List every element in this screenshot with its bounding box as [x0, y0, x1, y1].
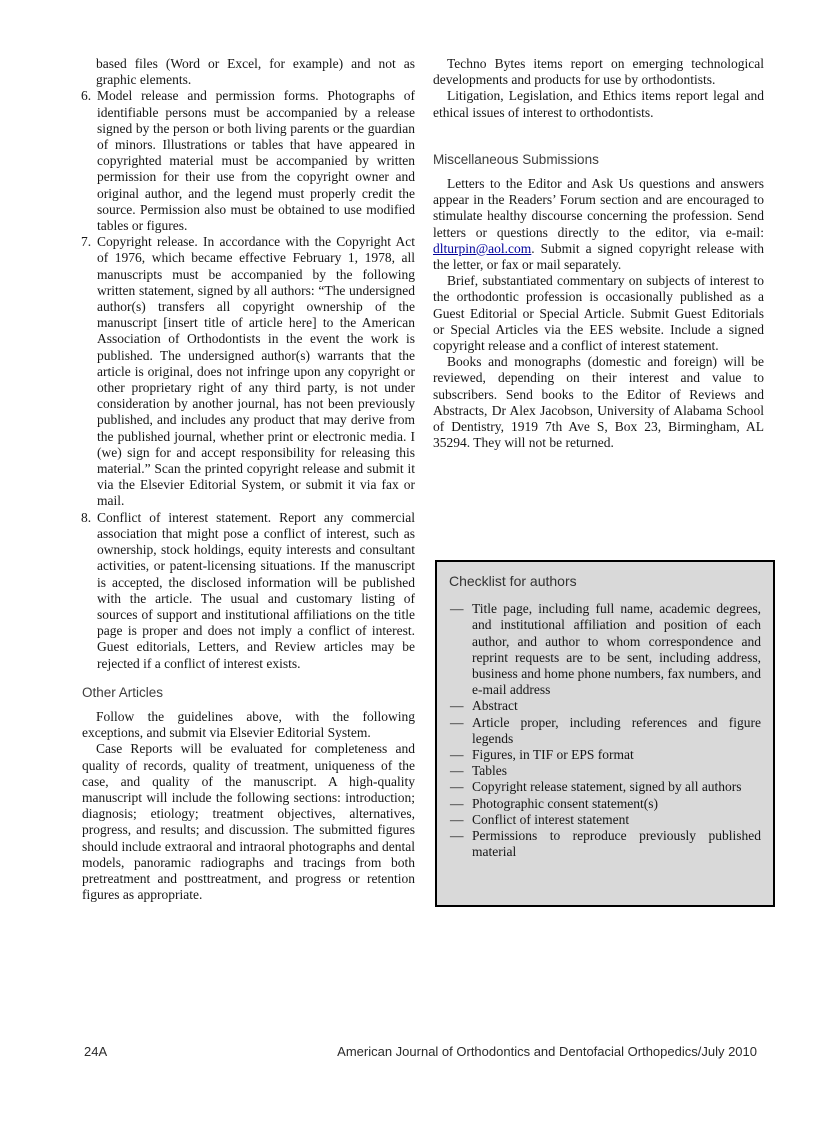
- other-articles-heading: Other Articles: [82, 684, 164, 700]
- right-column: [433, 56, 764, 451]
- item-text: Model release and permission forms. Photographs of identifiable persons must be accompanied by a release signed by the person or both living parents or the guardian of minors. Illustrations or tables that have appeared in copyrighted material must be accompanied by written permission for their use from the copyright owner and original author, and the legend must properly credit the source. Permission also must be obtained to use modified tables or figures.: [97, 88, 415, 234]
- checklist-item: [449, 747, 761, 763]
- letters-paragraph: [433, 176, 764, 273]
- checklist-item: [449, 812, 761, 828]
- paragraph: Techno Bytes items report on emerging technological developments and products for use by orthodontists.: [433, 56, 764, 88]
- checklist-item: [449, 601, 761, 698]
- numbered-item-7: [82, 234, 415, 509]
- item-number: 7.: [81, 234, 92, 250]
- checklist-item-text: Permissions to reproduce previously published material: [472, 828, 761, 860]
- email-link[interactable]: dlturpin@aol.com: [433, 240, 532, 256]
- checklist-item-text: Abstract: [472, 698, 518, 714]
- paragraph: Books and monographs (domestic and foreign) will be reviewed, depending on their interest and value to subscribers. Send books to the Editor of Reviews and Abstracts, Dr Alex Jacobson, University of Alabama School of Dentistry, 1919 7th Ave S, Box 23, Birmingham, AL 35294. They will not be returned.: [433, 354, 764, 451]
- dash-bullet: —: [450, 795, 464, 811]
- journal-title-footer: American Journal of Orthodontics and Dentofacial Orthopedics/July 2010: [337, 1044, 757, 1059]
- checklist-item: [449, 828, 761, 860]
- item-text: Conflict of interest statement. Report any commercial association that might pose a conflict of interest, such as ownership, stock holdings, equity interests and consultant activities, or patent-licensing situations. If the manuscript is accepted, the disclosed information will be published with the article. The usual and customary listing of sources of support and institutional affiliations on the title page is proper and does not imply a conflict of interest. Guest editorials, Letters, and Review articles may be rejected if a conflict of interest exists.: [97, 509, 415, 671]
- paragraph: Brief, substantiated commentary on subjects of interest to the orthodontic profession is occasionally published as a Guest Editorial or Special Article. Submit Guest Editorials or Special Articles via the EES website. Include a signed copyright release and a conflict of interest statement.: [433, 273, 764, 354]
- letters-text-post: . Submit a signed copyright release with the letter, or fax or mail separately.: [433, 240, 764, 273]
- dash-bullet: —: [450, 779, 464, 795]
- dash-bullet: —: [450, 811, 464, 827]
- numbered-item-6: [82, 88, 415, 234]
- checklist-item-text: Photographic consent statement(s): [472, 795, 658, 811]
- dash-bullet: —: [450, 698, 464, 714]
- dash-bullet: —: [450, 601, 464, 617]
- left-column: [82, 56, 415, 903]
- paragraph: Follow the guidelines above, with the following exceptions, and submit via Elsevier Editorial System.: [82, 708, 415, 741]
- dash-bullet: —: [450, 714, 464, 730]
- item-number: 8.: [81, 509, 92, 525]
- item-number: 6.: [81, 88, 92, 104]
- dash-bullet: —: [450, 763, 464, 779]
- checklist-item: [449, 698, 761, 714]
- checklist-item: [449, 796, 761, 812]
- numbered-item-8: [82, 510, 415, 672]
- item-text: Copyright release. In accordance with the Copyright Act of 1976, which became effective February 1, 1978, all manuscripts must be accompanied by the following written statement, signed by all authors: “The undersigned author(s) transfers all copyright ownership of the manuscript [insert title of article here] to the American Association of Orthodontists in the event the work is published. The undersigned author(s) warrants that the article is original, does not infringe upon any copyright or other proprietary right of any third party, is not under consideration by another journal, has not been previously published, and includes any product that may derive from the published journal, whether print or electronic media. I (we) sign for and accept responsibility for releasing this material.” Scan the printed copyright release and submit it via the Elsevier Editorial System, or submit it via fax or mail.: [97, 234, 415, 509]
- letters-text-pre: Letters to the Editor and Ask Us questions and answers appear in the Readers’ Forum section and are encouraged to stimulate healthy discourse concerning the profession. Send letters or questions directly to the editor, via e-mail:: [433, 176, 764, 240]
- checklist-item-text: Tables: [472, 763, 508, 779]
- dash-bullet: —: [450, 828, 464, 844]
- checklist-item: [449, 779, 761, 795]
- checklist-item-text: Article proper, including references and figure legends: [472, 714, 761, 746]
- checklist-item: [449, 715, 761, 747]
- paragraph: Case Reports will be evaluated for completeness and quality of records, quality of treatment, uniqueness of the case, and quality of the manuscript. A high-quality manuscript will include the following sections: introduction; diagnosis; etiology; treatment objectives, alternatives, progress, and results; and discussion. The submitted figures should include extraoral and intraoral photographs and dental models, panoramic radiographs and tracings from both pretreatment and posttreatment, and progress or retention figures as appropriate.: [82, 741, 415, 903]
- miscellaneous-submissions-heading: Miscellaneous Submissions: [433, 151, 599, 167]
- checklist-item-text: Figures, in TIF or EPS format: [472, 747, 634, 763]
- checklist-item-text: Title page, including full name, academic degrees, and institutional affiliation and position of each author, and author to whom correspondence and reprint requests are to be sent, including address, business and home phone numbers, fax numbers, and e-mail address: [472, 601, 761, 698]
- paragraph: Litigation, Legislation, and Ethics items report legal and ethical issues of interest to orthodontists.: [433, 88, 764, 120]
- page-number: 24A: [84, 1044, 108, 1059]
- dash-bullet: —: [450, 747, 464, 763]
- checklist-item-text: Copyright release statement, signed by all authors: [472, 779, 742, 795]
- continuation-paragraph: based files (Word or Excel, for example) and not as graphic elements.: [96, 56, 415, 88]
- checklist-title: Checklist for authors: [449, 573, 577, 589]
- checklist-box: [435, 560, 775, 907]
- checklist-item: [449, 763, 761, 779]
- checklist-item-text: Conflict of interest statement: [472, 811, 630, 827]
